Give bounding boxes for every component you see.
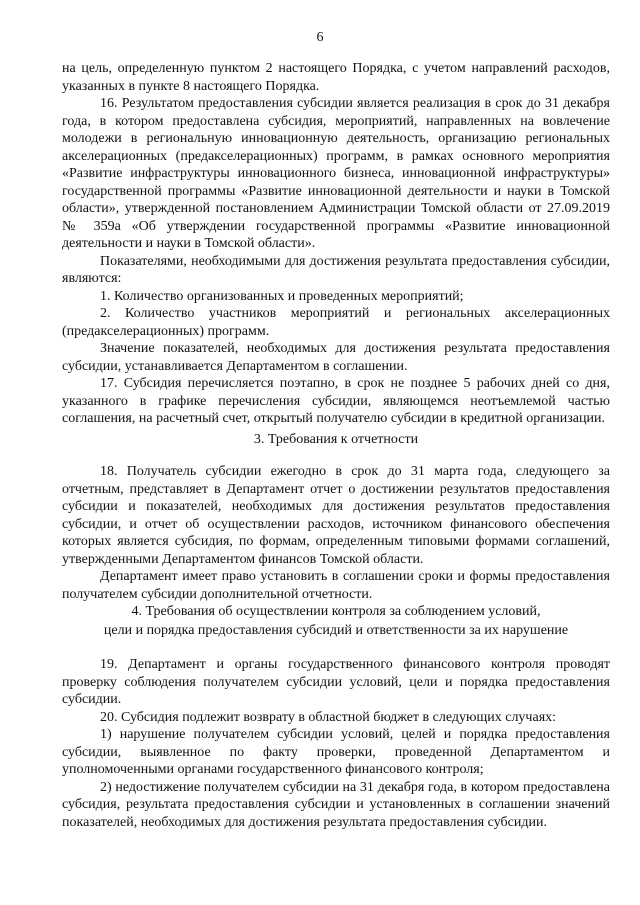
- section-3-block: [62, 463, 610, 603]
- return-case-1: 1) нарушение получателем субсидии условий, целей и порядка предоставления субсидии, выявленное по факту проверки, проведенной Департаментом и уполномоченными органами государственного финансового контроля;: [62, 727, 610, 777]
- section-4-title-line2: цели и порядка предоставления субсидий и ответственности за их нарушение: [103, 623, 569, 638]
- intro-block: [62, 60, 610, 428]
- section-4-block: [62, 656, 610, 831]
- section-4-heading: [62, 602, 610, 640]
- paragraph-18: 18. Получатель субсидии ежегодно в срок до 31 марта года, следующего за отчетным, представляет в Департамент отчет о достижении результатов предоставления субсидии и показателей, необходимых для достижения результатов предоставления субсидии, и отчет об осуществлении расходов, источником финансового обеспечения которых является субсидия, по формам, определенным типовыми формами соглашений, утвержденными Департаментом финансов Томской области.: [62, 464, 610, 567]
- paragraph-continuation: на цель, определенную пунктом 2 настоящего Порядка, с учетом направлений расходов, указанных в пункте 8 настоящего Порядка.: [62, 61, 610, 94]
- section-4-title-line1: 4. Требования об осуществлении контроля за соблюдением условий,: [131, 604, 541, 619]
- paragraph-19: 19. Департамент и органы государственного финансового контроля проводят проверку соблюдения получателем субсидии условий, цели и порядка предоставления субсидии.: [62, 657, 610, 707]
- section-3-title: 3. Требования к отчетности: [253, 432, 419, 447]
- paragraph-additional-reporting: Департамент имеет право установить в соглашении сроки и формы предоставления получателем субсидии дополнительной отчетности.: [62, 569, 610, 602]
- paragraph-indicators-intro: Показателями, необходимыми для достижения результата предоставления субсидии, являются:: [62, 253, 610, 286]
- paragraph-indicator-values: Значение показателей, необходимых для достижения результата предоставления субсидии, устанавливается Департаментом в соглашении.: [62, 341, 610, 374]
- indicator-item-1: 1. Количество организованных и проведенных мероприятий;: [100, 288, 464, 304]
- paragraph-16: 16. Результатом предоставления субсидии является реализация в срок до 31 декабря года, в котором предоставлена субсидия, мероприятий, направленных на вовлечение молодежи в региональную инновационную деятельность, организацию региональных акселерационных (предакселерационных) программ, в рамках основного мероприятия «Развитие инфраструктуры инновационного бизнеса, инновационной инфраструктуры» государственной программы «Развитие инновационной деятельности и науки в Томской области», утвержденной постановлением Администрации Томской области от 27.09.2019 № 359а «Об утверждении государственной программы «Развитие инновационной деятельности и науки в Томской области».: [62, 96, 610, 251]
- indicator-item-2: 2. Количество участников мероприятий и региональных акселерационных (предакселерационных) программ.: [62, 306, 610, 339]
- section-3-heading: [62, 430, 610, 449]
- return-case-2: 2) недостижение получателем субсидии на 31 декабря года, в котором предоставлена субсидия, результата предоставления субсидии и установленных в соглашении значений показателей, необходимых для достижения результата предоставления субсидии.: [62, 779, 610, 830]
- paragraph-20: 20. Субсидия подлежит возврату в областной бюджет в следующих случаях:: [100, 709, 557, 725]
- page-number: 6: [316, 30, 324, 45]
- paragraph-17: 17. Субсидия перечисляется поэтапно, в срок не позднее 5 рабочих дней со дня, указанного в графике перечисления субсидии, являющемся неотъемлемой частью соглашения, на расчетный счет, открытый получателю субсидии в кредитной организации.: [62, 376, 610, 426]
